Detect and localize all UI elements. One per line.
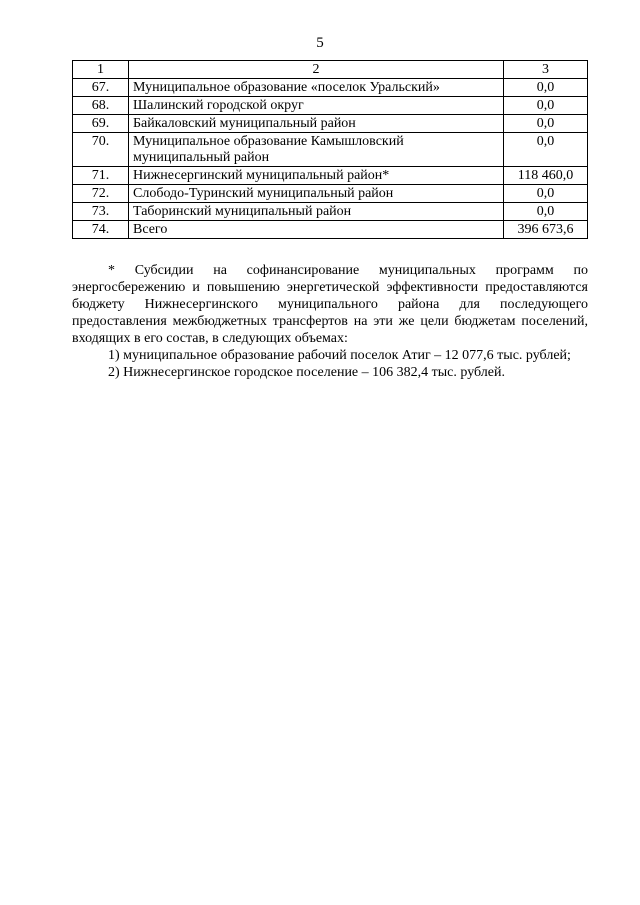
row-number: 67. bbox=[73, 79, 129, 97]
table-row bbox=[73, 115, 588, 133]
row-number: 72. bbox=[73, 185, 129, 203]
row-number: 73. bbox=[73, 203, 129, 221]
row-name: Таборинский муниципальный район bbox=[129, 203, 504, 221]
row-value: 396 673,6 bbox=[504, 221, 588, 239]
footnote-item: 2) Нижнесергинское городское поселение – 106 382,4 тыс. рублей. bbox=[108, 365, 505, 380]
row-value: 0,0 bbox=[504, 133, 588, 167]
row-name: Муниципальное образование «поселок Уральский» bbox=[129, 79, 504, 97]
footnote-text: * Субсидии на софинансирование муниципальных программ по энергосбережению и повышению энергетической эффективности предоставляются бюджету Нижнесергинского муниципального района для последующего предоставления межбюджетных трансфертов на эти же цели бюджетам поселений, входящих в его состав, в следующих объемах: bbox=[72, 263, 588, 346]
row-name: Нижнесергинский муниципальный район* bbox=[129, 167, 504, 185]
table-row bbox=[73, 185, 588, 203]
footnote-section bbox=[72, 262, 588, 381]
row-value: 0,0 bbox=[504, 97, 588, 115]
row-value: 0,0 bbox=[504, 203, 588, 221]
row-value: 0,0 bbox=[504, 115, 588, 133]
row-name: Шалинский городской округ bbox=[129, 97, 504, 115]
row-value: 0,0 bbox=[504, 185, 588, 203]
row-number: 74. bbox=[73, 221, 129, 239]
row-name: Всего bbox=[129, 221, 504, 239]
header-cell-name: 2 bbox=[129, 61, 504, 79]
table-row bbox=[73, 79, 588, 97]
row-value: 118 460,0 bbox=[504, 167, 588, 185]
row-number: 70. bbox=[73, 133, 129, 167]
footnote-item: 1) муниципальное образование рабочий поселок Атиг – 12 077,6 тыс. рублей; bbox=[108, 348, 571, 363]
row-number: 69. bbox=[73, 115, 129, 133]
row-name: Слободо-Туринский муниципальный район bbox=[129, 185, 504, 203]
row-name: Муниципальное образование Камышловский муниципальный район bbox=[129, 133, 504, 167]
table-row bbox=[73, 203, 588, 221]
page-number: 5 bbox=[316, 35, 324, 51]
table-row bbox=[73, 167, 588, 185]
table-header-row bbox=[73, 61, 588, 79]
row-value: 0,0 bbox=[504, 79, 588, 97]
row-number: 68. bbox=[73, 97, 129, 115]
budget-table bbox=[72, 60, 588, 239]
row-name: Байкаловский муниципальный район bbox=[129, 115, 504, 133]
header-cell-value: 3 bbox=[504, 61, 588, 79]
table-row-total bbox=[73, 221, 588, 239]
header-cell-number: 1 bbox=[73, 61, 129, 79]
table-row bbox=[73, 97, 588, 115]
table-row bbox=[73, 133, 588, 167]
row-number: 71. bbox=[73, 167, 129, 185]
